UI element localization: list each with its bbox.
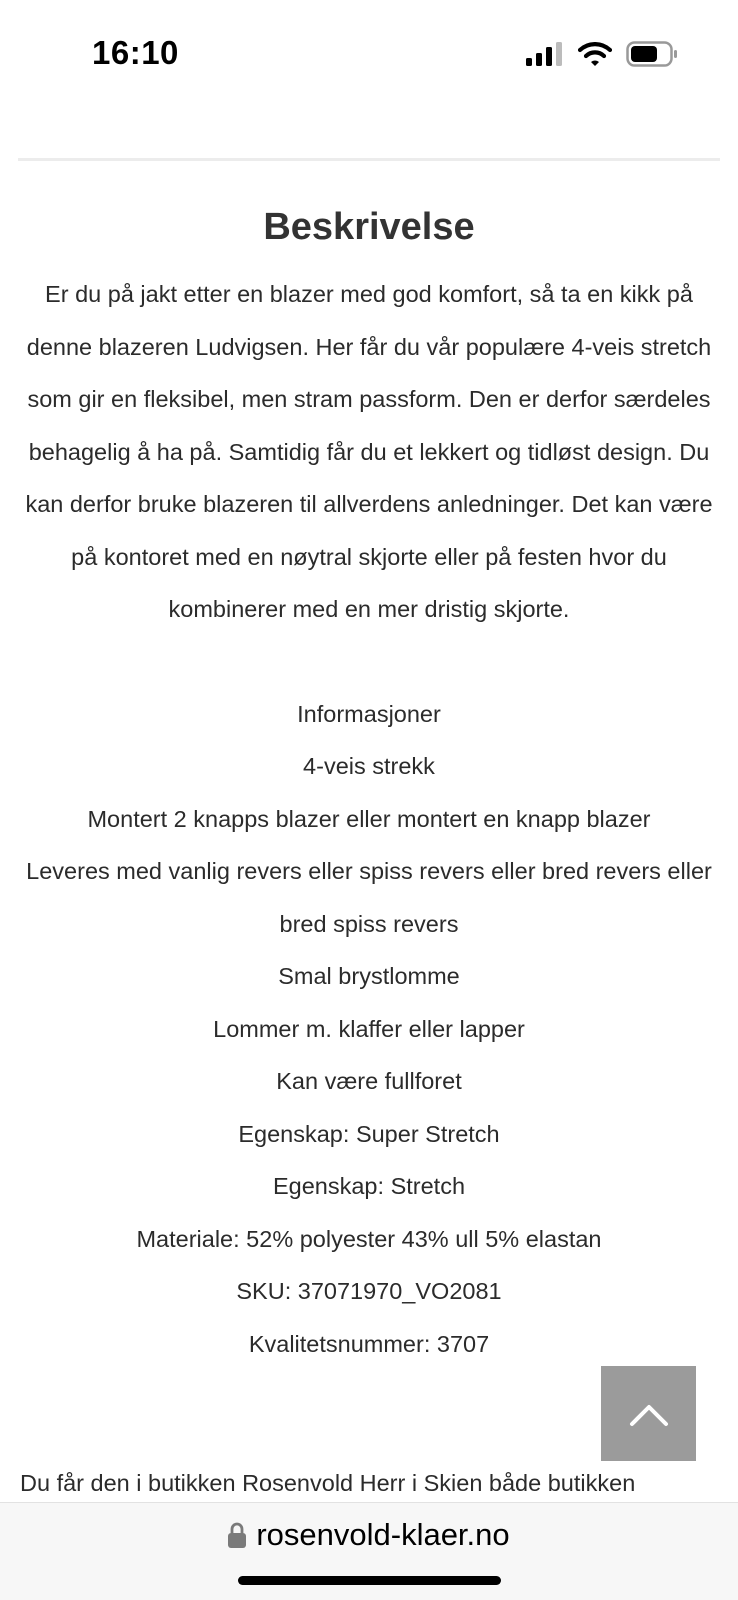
info-item: Montert 2 knapps blazer eller montert en knapp blazer bbox=[87, 805, 651, 832]
info-item: SKU: 37071970_VO2081 bbox=[236, 1278, 502, 1304]
info-item: Egenskap: Stretch bbox=[272, 1173, 466, 1199]
info-item: Lommer m. klaffer eller lapper bbox=[213, 1015, 525, 1042]
info-item: Egenskap: Super Stretch bbox=[238, 1120, 500, 1147]
battery-icon bbox=[626, 41, 678, 67]
chevron-up-icon bbox=[629, 1401, 669, 1427]
section-title: Beskrivelse bbox=[263, 206, 475, 248]
url-display[interactable] bbox=[0, 1517, 738, 1553]
info-item: Kvalitetsnummer: 3707 bbox=[248, 1330, 490, 1357]
status-time: 16:10 bbox=[92, 34, 179, 71]
cutoff-text: Du får den i butikken Rosenvold Herr i Skien både butikken bbox=[20, 1470, 636, 1496]
info-item: 4-veis strekk bbox=[303, 753, 435, 779]
scroll-to-top-button[interactable] bbox=[601, 1366, 696, 1461]
wifi-icon bbox=[578, 42, 612, 67]
url-domain: rosenvold-klaer.no bbox=[256, 1517, 510, 1552]
browser-url-bar[interactable] bbox=[0, 1502, 738, 1600]
signal-icon bbox=[526, 42, 564, 66]
info-item: Kan være fullforet bbox=[276, 1068, 462, 1094]
info-item: Smal brystlomme bbox=[278, 963, 460, 989]
info-heading: Informasjoner bbox=[297, 700, 441, 727]
status-bar bbox=[0, 0, 738, 110]
info-item: Leveres med vanlig revers eller spiss revers eller bred revers eller bred spiss revers bbox=[26, 858, 712, 937]
info-list bbox=[18, 688, 720, 1371]
info-item: Materiale: 52% polyester 43% ull 5% elastan bbox=[136, 1225, 602, 1252]
top-divider bbox=[18, 158, 720, 161]
status-icons bbox=[526, 38, 678, 70]
home-indicator[interactable] bbox=[238, 1576, 501, 1585]
lock-icon bbox=[228, 1522, 246, 1548]
description-text: Er du på jakt etter en blazer med god komfort, så ta en kikk på denne blazeren Ludvigsen. Her får du vår populære 4-veis stretch som gir en fleksibel, men stram passform. Den er derfor særdeles behagelig å ha på. Samtidig får du et lekkert og tidløst design. Du kan derfor bruke blazeren til allverdens anledninger. Det kan være på kontoret med en nøytral skjorte eller på festen hvor du kombinerer med en mer dristig skjorte. bbox=[25, 281, 713, 622]
product-description bbox=[18, 196, 720, 1370]
